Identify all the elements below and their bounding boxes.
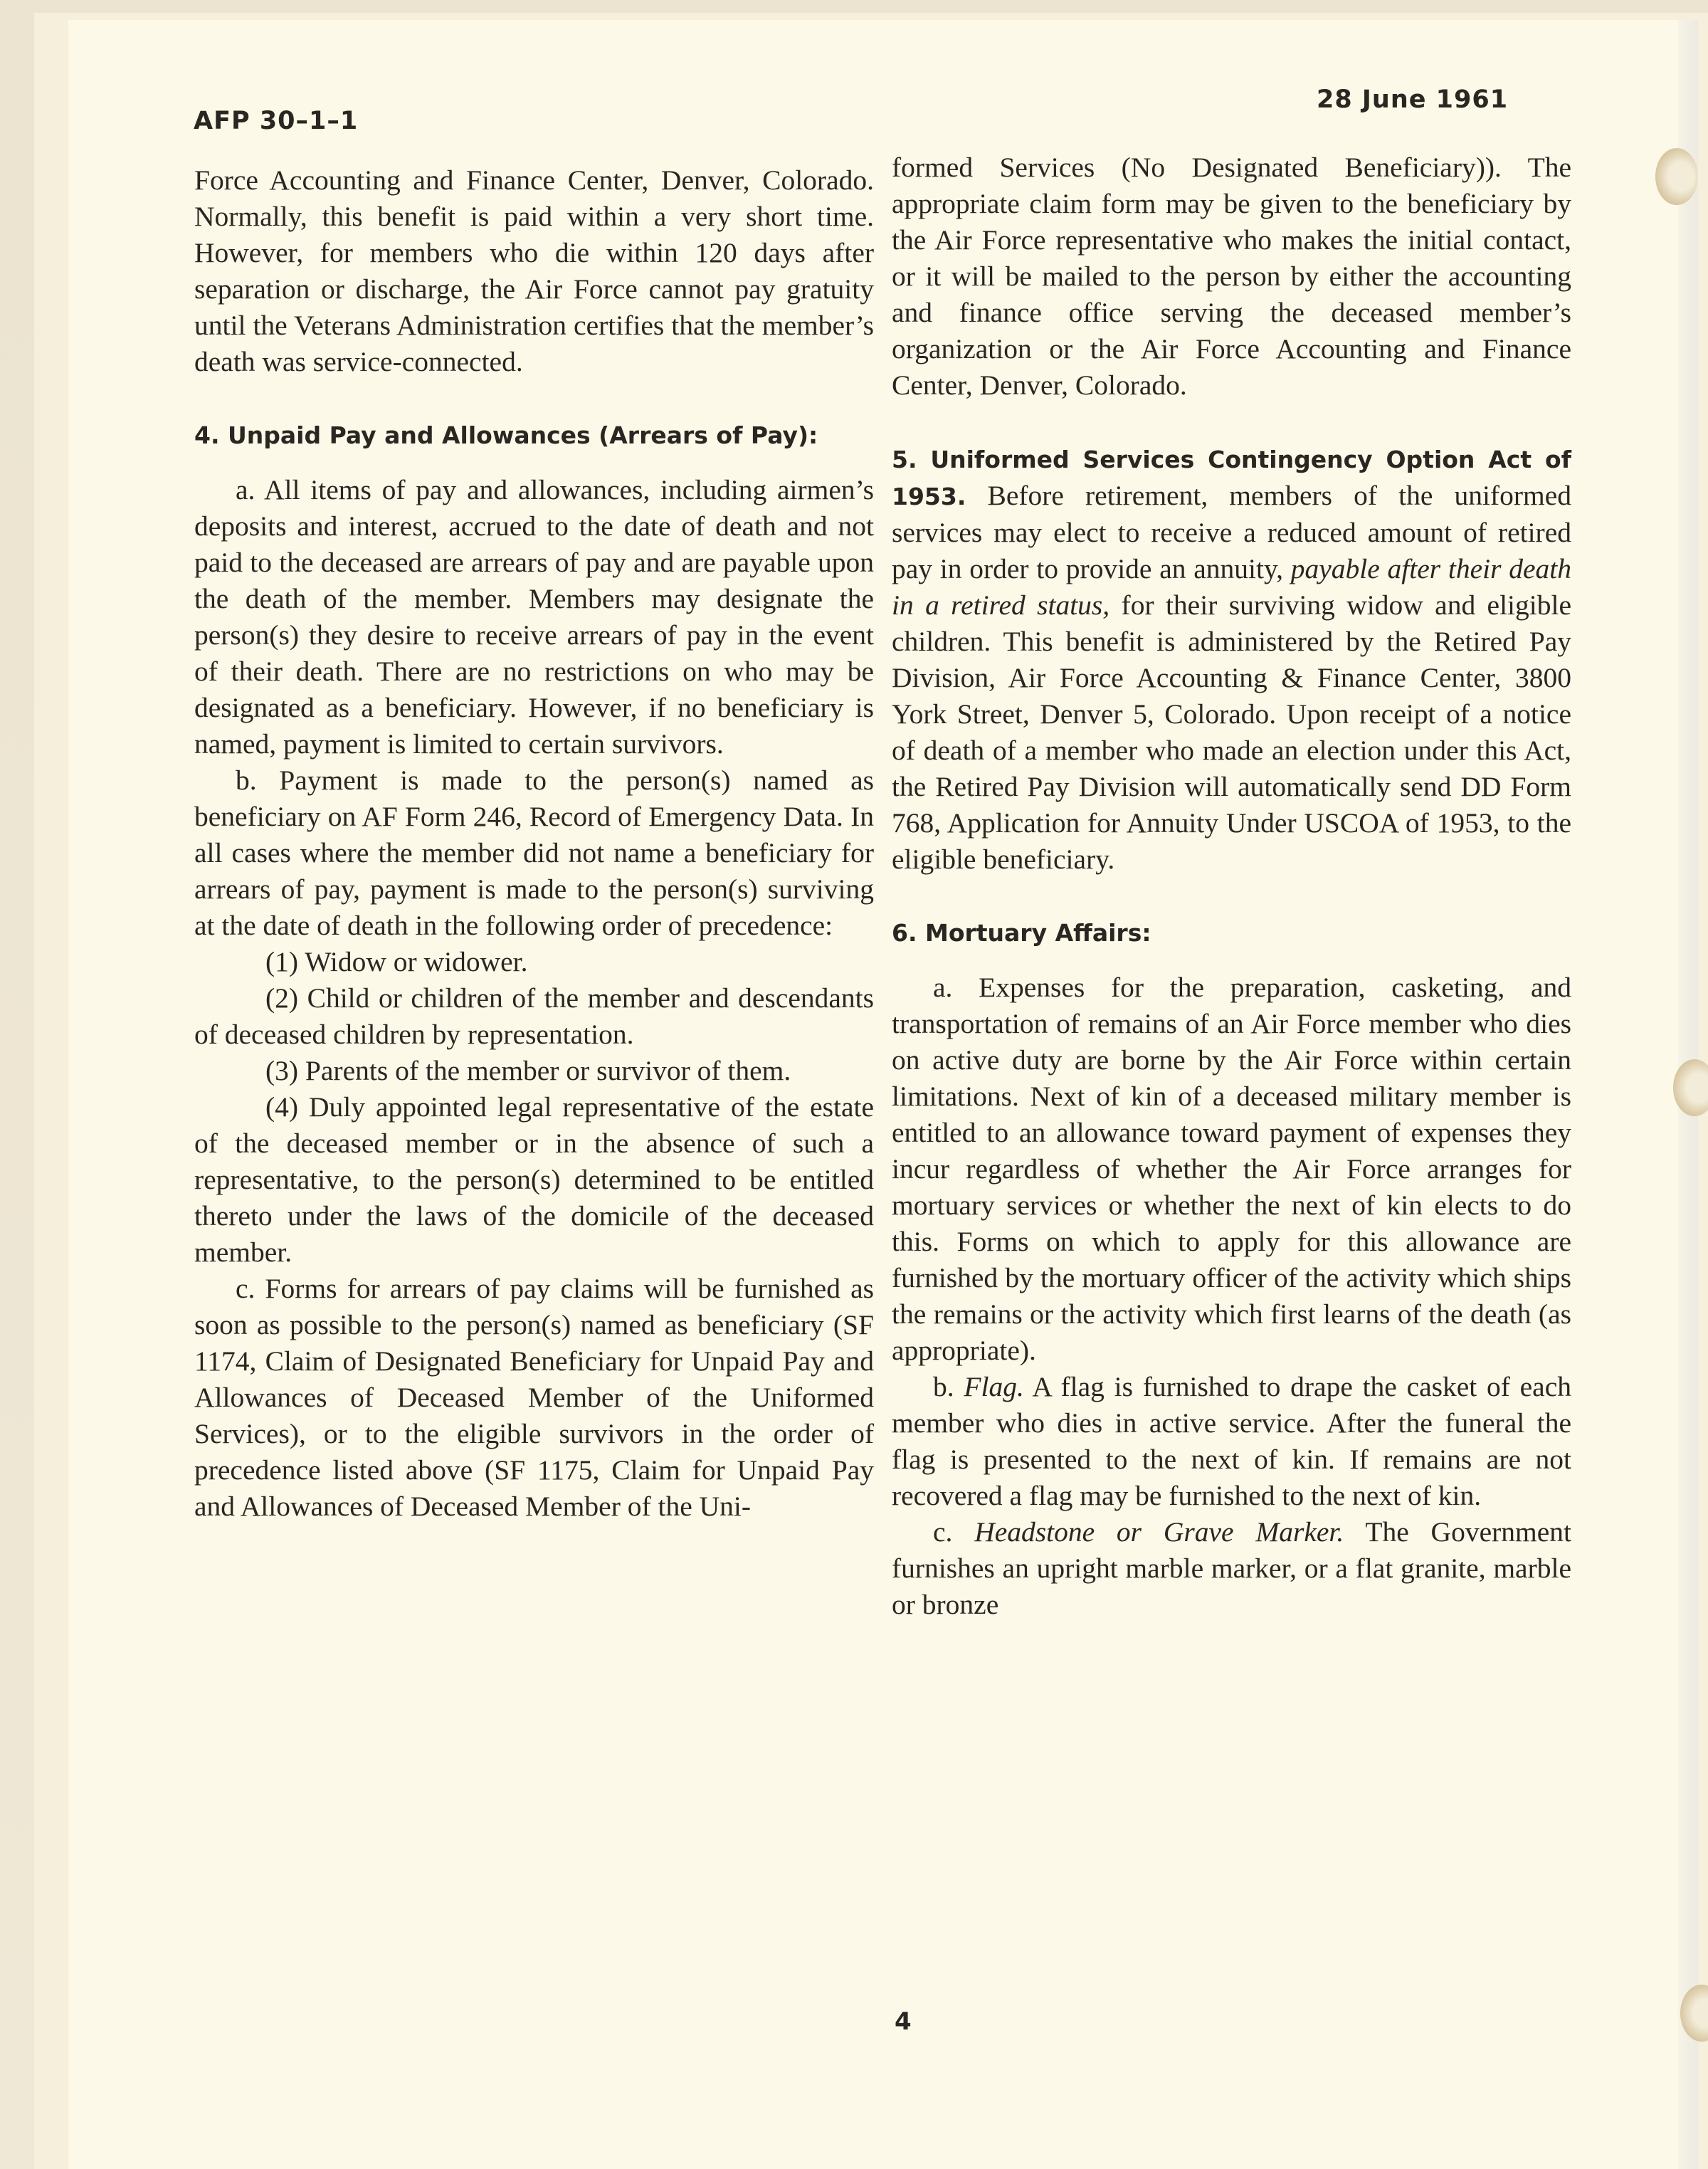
headstone-title: Headstone or Grave Marker. [974, 1516, 1344, 1548]
section-4-paragraph-b: b. Payment is made to the person(s) named as beneficiary on AF Form 246, Record of Emergency Data. In all cases where the member did not name a beneficiary for arrears of pay, payment is made to the person(s) surviving at the date of death in the following order of precedence: [194, 765, 874, 941]
section-6-paragraph-c [892, 1514, 1571, 1623]
headstone-text: The Government furnishes an upright marble marker, or a flat granite, marble or bronze [892, 1516, 1571, 1620]
section-4-heading: 4. Unpaid Pay and Allowances (Arrears of Pay): [194, 421, 818, 449]
document-id: AFP 30–1–1 [194, 107, 359, 135]
section-4-paragraph-c: c. Forms for arrears of pay claims will be furnished as soon as possible to the person(s) named as beneficiary (SF 1174, Claim of Designated Beneficiary for Unpaid Pay and Allowances of Deceased Member of the Uniformed Services), or to the eligible survivors in the order of precedence listed above (SF 1175, Claim for Unpaid Pay and Allowances of Deceased Member of the Uni- [194, 1273, 874, 1522]
binder-hole-top [1655, 148, 1698, 205]
document-date: 28 June 1961 [1317, 85, 1509, 114]
precedence-item-2: (2) Child or children of the member and descendants of deceased children by representation. [194, 982, 874, 1050]
flag-text: A flag is furnished to drape the casket of each member who dies in active service. After the funeral the flag is presented to the next of kin. If remains are not recovered a flag may be furnished to the next of kin. [892, 1371, 1571, 1511]
precedence-item-1: (1) Widow or widower. [265, 946, 528, 977]
item-label: b. [933, 1371, 954, 1402]
item-label: c. [933, 1516, 953, 1548]
section-5-text-2: for their surviving widow and eligible children. This benefit is administered by the Retired Pay Division, Air Force Accounting & Finance Center, 3800 York Street, Denver 5, Colorado. Upon receipt of a notice of death of a member who made an election under this Act, the Retired Pay Division will automatically send DD Form 768, Application for Annuity Under USCOA of 1953, to the eligible beneficiary. [892, 589, 1572, 875]
section-6-paragraph-a: a. Expenses for the preparation, casketing, and transportation of remains of an Air Force member who dies on active duty are borne by the Air Force within certain limitations. Next of kin of a deceased military member is entitled to an allowance toward payment of expenses they incur regardless of whether the Air Force arranges for mortuary services or whether the next of kin elects to do this. Forms on which to apply for this allowance are furnished by the mortuary officer of the activity which ships the remains or the activity which first learns of the death (as appropriate). [892, 972, 1571, 1366]
section-5-paragraph [892, 441, 1571, 878]
continued-paragraph: Force Accounting and Finance Center, Denver, Colorado. Normally, this benefit is paid within a very short time. However, for members who die within 120 days after separation or discharge, the Air Force cannot pay gratuity until the Veterans Administration certifies that the member’s death was service-connected. [194, 164, 874, 377]
precedence-item-4: (4) Duly appointed legal representative of the estate of the deceased member or in the absence of such a representative, to the person(s) determined to be entitled thereto under the laws of the domicile of the deceased member. [194, 1091, 874, 1268]
section-4-paragraph-a: a. All items of pay and allowances, including airmen’s deposits and interest, accrued to the date of death and not paid to the deceased are arrears of pay and are payable upon the death of the member. Members may designate the person(s) they desire to receive arrears of pay in the event of their death. There are no restrictions on who may be designated as a beneficiary. However, if no beneficiary is named, payment is limited to certain survivors. [194, 474, 874, 760]
section-6-paragraph-b [892, 1369, 1571, 1514]
section-6-heading: 6. Mortuary Affairs: [892, 919, 1151, 947]
section-5-italic: payable after their death in a retired status, [892, 553, 1571, 621]
precedence-item-3: (3) Parents of the member or survivor of them. [265, 1055, 791, 1086]
continued-paragraph: formed Services (No Designated Beneficiary)). The appropriate claim form may be given to the beneficiary by the Air Force representative who makes the initial contact, or it will be mailed to the person by either the accounting and finance office serving the deceased member’s organization or the Air Force Accounting and Finance Center, Denver, Colorado. [892, 152, 1571, 401]
section-5-text-1: Before retirement, members of the uniformed services may elect to receive a reduced amount of retired pay in order to provide an annuity, [892, 480, 1571, 584]
right-column [892, 149, 1571, 1623]
page-number: 4 [895, 2007, 912, 2036]
left-column [194, 162, 874, 1525]
flag-title: Flag. [964, 1371, 1024, 1402]
section-5-heading: 5. Uniformed Services Contingency Option Act of 1953. [892, 446, 1571, 510]
